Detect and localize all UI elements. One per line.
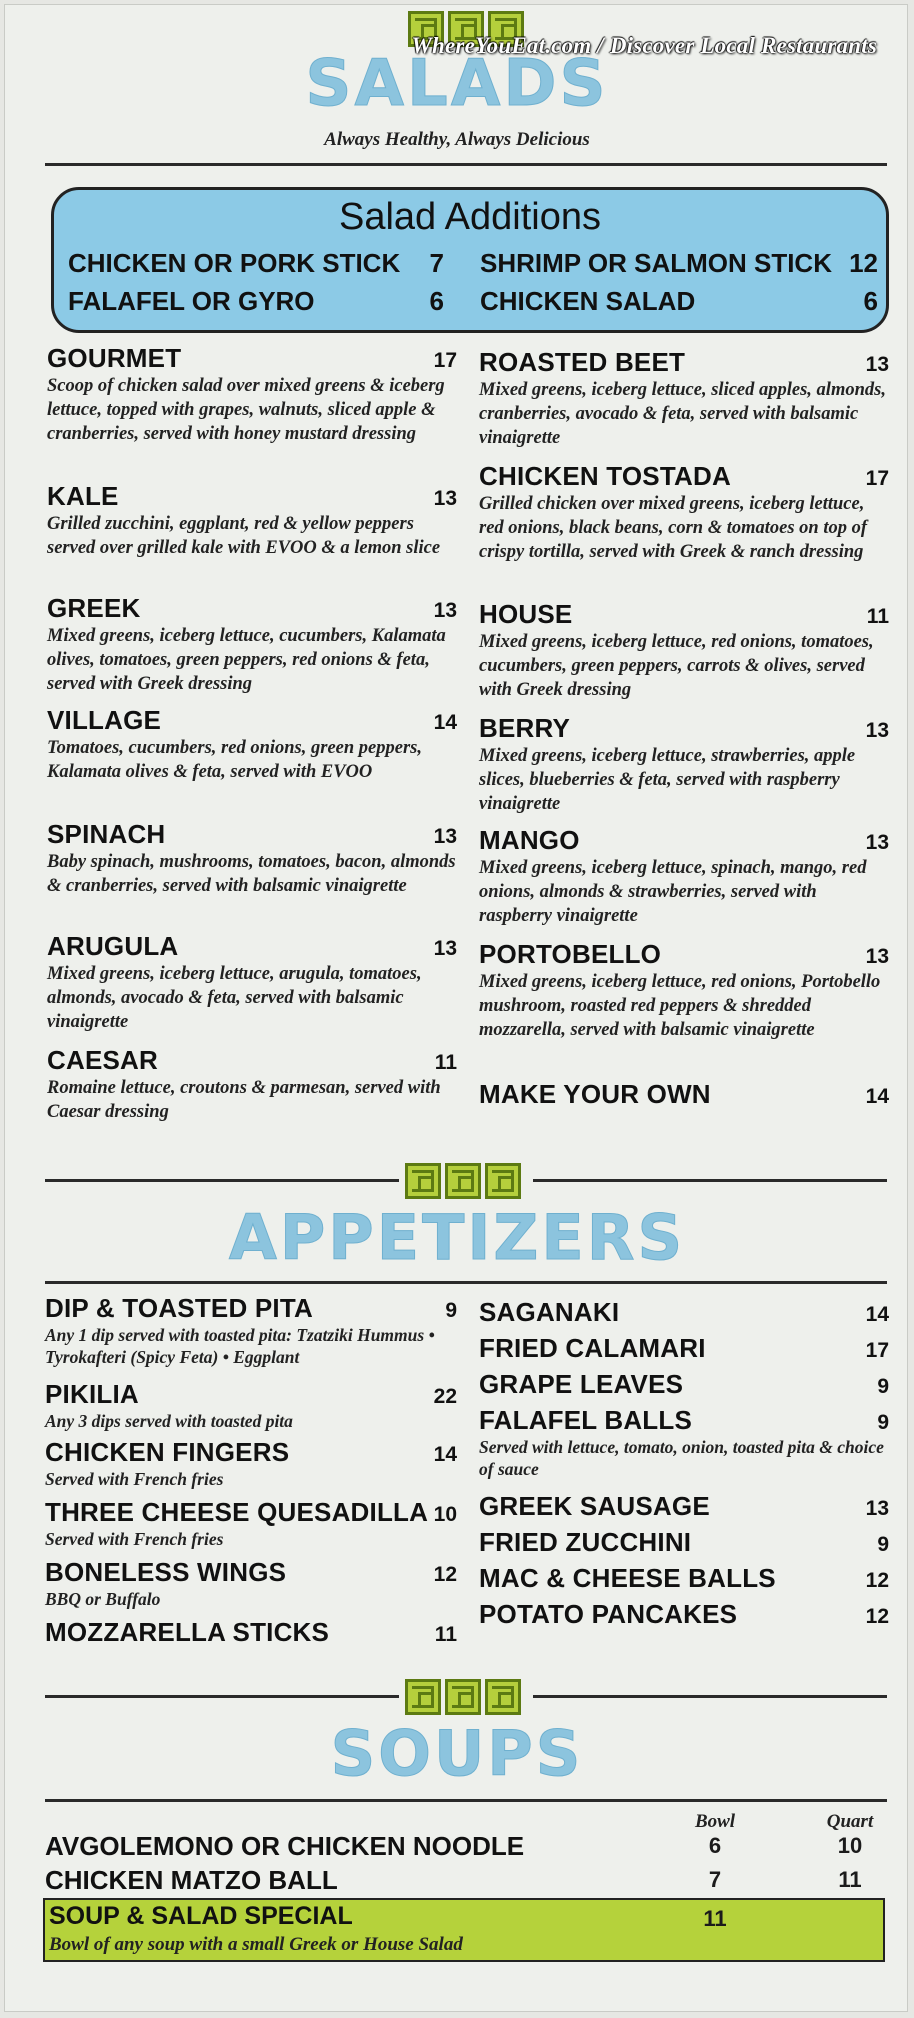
item-row xyxy=(479,1405,889,1436)
item-row xyxy=(479,1491,889,1522)
item-name: BONELESS WINGS xyxy=(45,1557,287,1587)
item-price: 14 xyxy=(865,1303,889,1326)
salad-item xyxy=(479,347,889,450)
item-row xyxy=(479,1297,889,1328)
item-row xyxy=(479,347,889,378)
divider xyxy=(45,1799,887,1802)
divider xyxy=(45,1281,887,1284)
item-name: GRAPE LEAVES xyxy=(479,1369,684,1399)
greek-key-ornament xyxy=(405,1163,521,1199)
item-price: 12 xyxy=(433,1563,457,1586)
salad-item xyxy=(47,931,457,1034)
item-row xyxy=(479,1333,889,1364)
item-name: MAKE YOUR OWN xyxy=(479,1079,711,1109)
appetizer-item xyxy=(479,1405,889,1480)
appetizer-item xyxy=(45,1437,457,1490)
item-row xyxy=(479,1599,889,1630)
appetizer-item xyxy=(479,1491,889,1522)
item-price: 13 xyxy=(433,599,457,622)
item-desc: Served with French fries xyxy=(45,1469,224,1489)
item-price: 13 xyxy=(433,825,457,848)
salad-item xyxy=(479,825,889,928)
item-text: CHICKEN SALAD xyxy=(480,286,696,316)
item-text: 6 xyxy=(863,286,878,316)
item-name: CHICKEN MATZO BALL xyxy=(45,1865,338,1895)
item-name: ARUGULA xyxy=(47,931,179,961)
item-row xyxy=(45,1497,457,1528)
item-price: 14 xyxy=(865,1085,889,1108)
item-row xyxy=(45,1437,457,1468)
item-row xyxy=(47,593,457,624)
item-name: THREE CHEESE QUESADILLA xyxy=(45,1497,429,1527)
item-price: 11 xyxy=(434,1623,457,1646)
appetizer-item xyxy=(45,1379,457,1432)
item-desc: Bowl of any soup with a small Greek or House Salad xyxy=(49,1934,463,1955)
item-row xyxy=(479,1527,889,1558)
salad-item xyxy=(479,1079,889,1110)
salad-item xyxy=(479,713,889,816)
item-price: 22 xyxy=(433,1385,457,1408)
item-name: DIP & TOASTED PITA xyxy=(45,1293,313,1323)
appetizer-item xyxy=(479,1563,889,1594)
item-desc: BBQ or Buffalo xyxy=(45,1589,161,1609)
item-desc: Scoop of chicken salad over mixed greens & iceberg lettuce, topped with grapes, walnuts, sliced apple & cranberries, served with honey mustard dressing xyxy=(47,376,445,444)
divider xyxy=(533,1695,887,1698)
item-desc: Mixed greens, iceberg lettuce, cucumbers, Kalamata olives, tomatoes, green peppers, red onions & feta, served with Greek dressing xyxy=(47,626,446,694)
item-desc: Served with French fries xyxy=(45,1529,224,1549)
item-price: 12 xyxy=(865,1605,889,1628)
greek-key-tile xyxy=(405,1163,441,1199)
greek-key-tile xyxy=(445,1679,481,1715)
appetizer-item xyxy=(479,1369,889,1400)
item-row xyxy=(479,1079,889,1110)
item-price: 11 xyxy=(434,1051,457,1074)
soup-item xyxy=(45,1831,885,1867)
item-price: 13 xyxy=(433,937,457,960)
item-text: 12 xyxy=(849,248,878,278)
appetizer-item xyxy=(479,1527,889,1558)
divider xyxy=(533,1179,887,1182)
item-name: MANGO xyxy=(479,825,580,855)
item-name: CHICKEN TOSTADA xyxy=(479,461,731,491)
item-row xyxy=(479,599,889,630)
item-row xyxy=(45,1557,457,1588)
salads-tagline: Always Healthy, Always Delicious xyxy=(324,129,590,150)
salad-item xyxy=(47,705,457,784)
salad-item xyxy=(479,939,889,1042)
divider xyxy=(45,163,887,166)
item-p1: 6 xyxy=(708,1833,722,1858)
item-name: PIKILIA xyxy=(45,1379,139,1409)
item-name: FRIED ZUCCHINI xyxy=(479,1527,692,1557)
item-price: 11 xyxy=(866,605,889,628)
salad-item xyxy=(47,481,457,560)
item-price: 13 xyxy=(433,487,457,510)
item-price: 13 xyxy=(865,719,889,742)
item-price: 13 xyxy=(865,945,889,968)
item-desc: Mixed greens, iceberg lettuce, strawberries, apple slices, blueberries & feta, served with raspberry vinaigrette xyxy=(479,746,856,814)
item-name: MAC & CHEESE BALLS xyxy=(479,1563,776,1593)
item-name: SOUP & SALAD SPECIAL xyxy=(49,1902,353,1930)
appetizer-item xyxy=(45,1497,457,1550)
greek-key-tile xyxy=(405,1679,441,1715)
item-row xyxy=(479,461,889,492)
item-row xyxy=(47,819,457,850)
item-row xyxy=(479,939,889,970)
appetizer-item xyxy=(45,1617,457,1648)
greek-key-tile xyxy=(485,1163,521,1199)
item-text: 6 xyxy=(429,286,444,316)
item-text: FALAFEL OR GYRO xyxy=(68,286,315,316)
addition-item xyxy=(68,286,444,317)
item-name: CHICKEN FINGERS xyxy=(45,1437,290,1467)
item-desc: Any 3 dips served with toasted pita xyxy=(45,1411,293,1431)
salads-title: SALADS xyxy=(305,47,609,121)
salad-additions-box xyxy=(51,187,889,333)
appetizer-item xyxy=(45,1557,457,1610)
item-name: FALAFEL BALLS xyxy=(479,1405,692,1435)
soup-item xyxy=(45,1865,885,1901)
item-desc: Mixed greens, iceberg lettuce, sliced apples, almonds, cranberries, avocado & feta, served with balsamic vinaigrette xyxy=(479,380,886,448)
item-p1: 7 xyxy=(708,1867,722,1892)
item-desc: Baby spinach, mushrooms, tomatoes, bacon, almonds & cranberries, served with balsamic vinaigrette xyxy=(47,852,456,896)
item-name: KALE xyxy=(47,481,119,511)
item-row xyxy=(479,825,889,856)
item-name: CAESAR xyxy=(47,1045,158,1075)
salad-item xyxy=(47,1045,457,1124)
item-desc: Grilled chicken over mixed greens, iceberg lettuce, red onions, black beans, corn & tomatoes on top of crispy tortilla, served with Greek & ranch dressing xyxy=(479,494,868,562)
item-row xyxy=(45,1617,457,1648)
salad-item xyxy=(47,819,457,898)
item-text: 7 xyxy=(429,248,444,278)
item-price: 13 xyxy=(865,831,889,854)
item-name: ROASTED BEET xyxy=(479,347,686,377)
salad-item xyxy=(479,599,889,702)
item-row xyxy=(47,1045,457,1076)
item-desc: Romaine lettuce, croutons & parmesan, served with Caesar dressing xyxy=(47,1078,441,1122)
item-name: FRIED CALAMARI xyxy=(479,1333,706,1363)
item-price: 9 xyxy=(877,1375,889,1398)
item-p2: 10 xyxy=(837,1833,863,1858)
item-row xyxy=(45,1379,457,1410)
item-row xyxy=(45,1293,457,1324)
item-name: BERRY xyxy=(479,713,571,743)
item-name: POTATO PANCAKES xyxy=(479,1599,738,1629)
item-row xyxy=(47,931,457,962)
greek-key-tile xyxy=(485,1679,521,1715)
item-name: VILLAGE xyxy=(47,705,162,735)
item-name: AVGOLEMONO OR CHICKEN NOODLE xyxy=(45,1831,525,1861)
menu-page xyxy=(4,4,908,2012)
item-price: 9 xyxy=(877,1533,889,1556)
item-price: 9 xyxy=(445,1299,457,1322)
item-desc: Grilled zucchini, eggplant, red & yellow peppers served over grilled kale with EVOO & a lemon slice xyxy=(47,514,441,558)
greek-key-ornament xyxy=(405,1679,521,1715)
appetizer-item xyxy=(479,1297,889,1328)
item-desc: Mixed greens, iceberg lettuce, red onions, tomatoes, cucumbers, green peppers, carrots & olives, served with Greek dressing xyxy=(479,632,874,700)
item-desc: Any 1 dip served with toasted pita: Tzatziki Hummus • Tyrokafteri (Spicy Feta) • Eggplant xyxy=(45,1325,435,1367)
salad-item xyxy=(47,343,457,446)
item-name: HOUSE xyxy=(479,599,573,629)
item-row xyxy=(47,705,457,736)
quart-column-header: Quart xyxy=(826,1811,874,1832)
soup-salad-special xyxy=(43,1898,885,1962)
item-name: MOZZARELLA STICKS xyxy=(45,1617,330,1647)
item-price: 11 xyxy=(703,1906,727,1931)
item-price: 13 xyxy=(865,1497,889,1520)
item-row xyxy=(47,481,457,512)
divider xyxy=(45,1179,399,1182)
item-price: 17 xyxy=(865,467,889,490)
item-desc: Mixed greens, iceberg lettuce, spinach, mango, red onions, almonds & strawberries, served with raspberry vinaigrette xyxy=(479,858,867,926)
item-desc: Mixed greens, iceberg lettuce, red onions, Portobello mushroom, roasted red peppers & shredded mozzarella, served with balsamic vinaigrette xyxy=(479,972,881,1040)
item-price: 14 xyxy=(433,711,457,734)
soups-title: SOUPS xyxy=(330,1717,584,1790)
item-name: GOURMET xyxy=(47,343,182,373)
item-row xyxy=(479,1563,889,1594)
item-row xyxy=(47,343,457,374)
addition-item xyxy=(480,286,878,317)
greek-key-tile xyxy=(445,1163,481,1199)
item-desc: Tomatoes, cucumbers, red onions, green peppers, Kalamata olives & feta, served with EVOO xyxy=(47,738,422,782)
item-price: 17 xyxy=(865,1339,889,1362)
item-price: 9 xyxy=(877,1411,889,1434)
item-price: 13 xyxy=(865,353,889,376)
item-p2: 11 xyxy=(838,1867,862,1892)
item-price: 12 xyxy=(865,1569,889,1592)
item-name: SPINACH xyxy=(47,819,166,849)
item-desc: Mixed greens, iceberg lettuce, arugula, tomatoes, almonds, avocado & feta, served with balsamic vinaigrette xyxy=(47,964,422,1032)
appetizer-item xyxy=(45,1293,457,1368)
addition-item xyxy=(480,248,878,279)
appetizer-item xyxy=(479,1333,889,1364)
addition-item xyxy=(68,248,444,279)
item-text: SHRIMP OR SALMON STICK xyxy=(480,248,832,278)
item-row xyxy=(479,1369,889,1400)
item-text: CHICKEN OR PORK STICK xyxy=(68,248,401,278)
salad-item xyxy=(479,461,889,564)
item-name: GREEK SAUSAGE xyxy=(479,1491,710,1521)
item-row xyxy=(479,713,889,744)
appetizers-title: APPETIZERS xyxy=(228,1201,686,1274)
divider xyxy=(45,1695,399,1698)
additions-title: Salad Additions xyxy=(339,196,601,238)
site-watermark: WhereYouEat.com / Discover Local Restaurants xyxy=(411,33,877,58)
item-name: SAGANAKI xyxy=(479,1297,620,1327)
item-price: 14 xyxy=(433,1443,457,1466)
salad-item xyxy=(47,593,457,696)
bowl-column-header: Bowl xyxy=(694,1811,736,1832)
item-price: 17 xyxy=(433,349,457,372)
item-name: PORTOBELLO xyxy=(479,939,662,969)
item-price: 10 xyxy=(433,1503,457,1526)
appetizer-item xyxy=(479,1599,889,1630)
item-desc: Served with lettuce, tomato, onion, toasted pita & choice of sauce xyxy=(479,1437,884,1479)
item-name: GREEK xyxy=(47,593,141,623)
